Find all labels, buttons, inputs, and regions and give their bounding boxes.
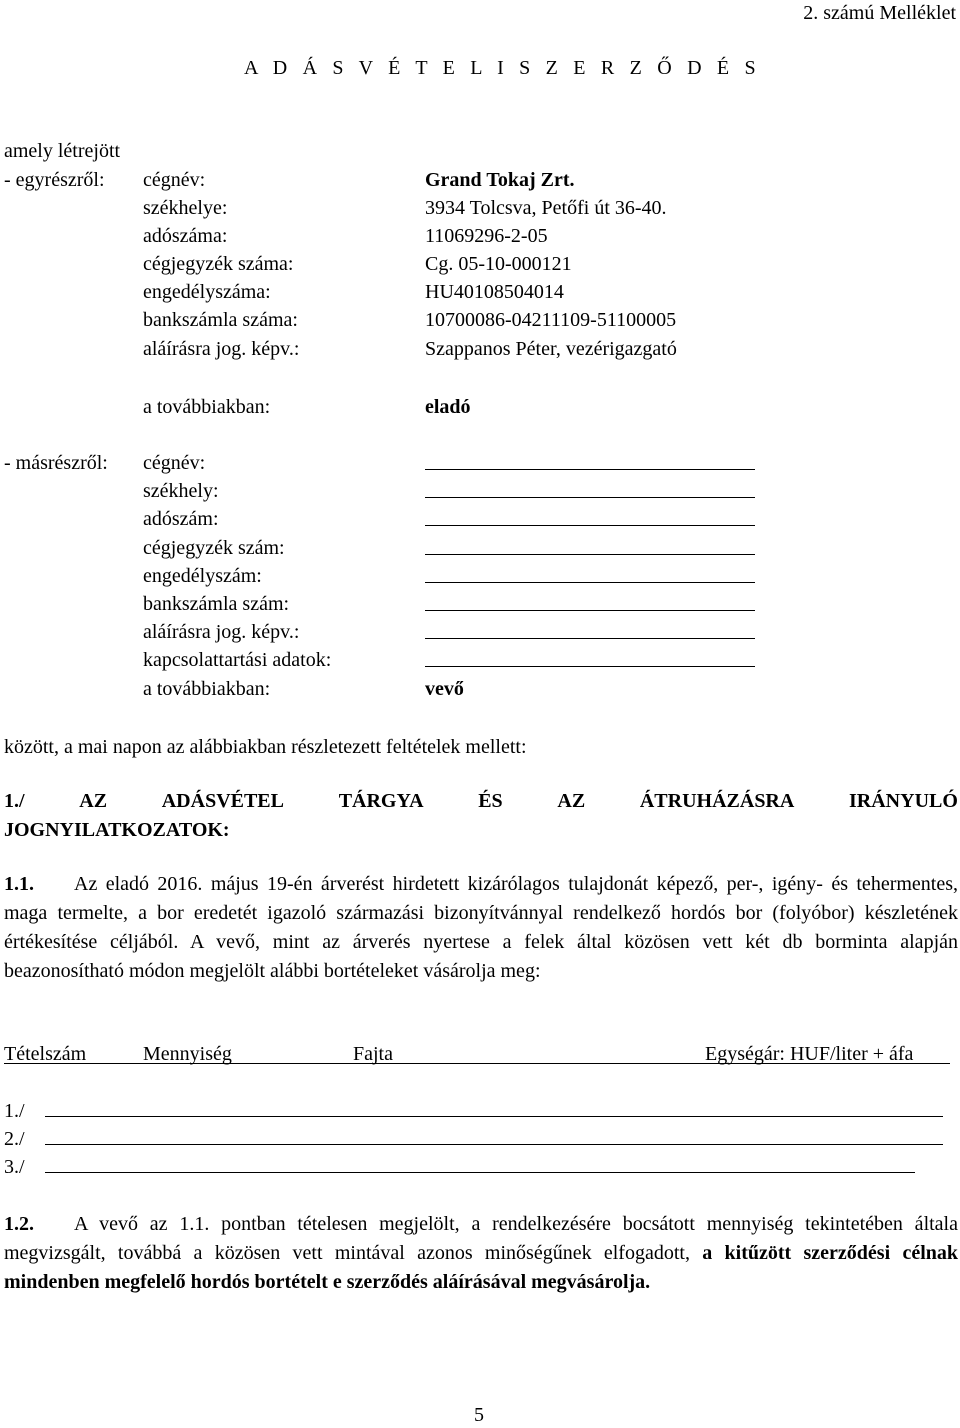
between-text: között, a mai napon az alábbiakban részletezett feltételek mellett:: [4, 736, 527, 758]
clause-1-1: [4, 870, 958, 986]
table-row-line: [45, 1144, 943, 1145]
buyer-field-label: engedélyszám:: [143, 565, 262, 587]
section-title-word: IRÁNYULÓ: [849, 790, 958, 812]
section-title-word: AZ: [557, 790, 586, 812]
buyer-side-label: - másrészről:: [4, 452, 108, 474]
page-number: 5: [474, 1404, 484, 1426]
section-number: 1./: [4, 790, 25, 812]
seller-hereafter-label: a továbbiakban:: [143, 396, 271, 418]
table-header-variety: Fajta: [353, 1043, 393, 1065]
buyer-blank-line: [425, 554, 755, 555]
seller-field-value: Cg. 05-10-000121: [425, 253, 572, 275]
table-header-unit-price: Egységár: HUF/liter + áfa: [705, 1043, 914, 1065]
seller-field-label: bankszámla száma:: [143, 309, 298, 331]
buyer-field-label: székhely:: [143, 480, 219, 502]
buyer-field-label: adószám:: [143, 508, 219, 530]
seller-field-value: 10700086-04211109-51100005: [425, 309, 677, 331]
seller-field-label: adószáma:: [143, 225, 228, 247]
buyer-role: vevő: [425, 678, 464, 700]
table-row-number: 2./: [4, 1128, 25, 1150]
buyer-blank-line: [425, 582, 755, 583]
buyer-blank-line: [425, 638, 755, 639]
buyer-blank-line: [425, 497, 755, 498]
intro-text: amely létrejött: [4, 140, 121, 162]
seller-side-label: - egyrészről:: [4, 169, 105, 191]
section-1-title-line2: JOGNYILATKOZATOK:: [4, 819, 230, 841]
annex-label: 2. számú Melléklet: [803, 2, 956, 24]
section-title-word: ÉS: [478, 790, 503, 812]
buyer-field-label: kapcsolattartási adatok:: [143, 649, 332, 671]
table-header-underline: [4, 1063, 950, 1064]
clause-number: 1.2.: [4, 1213, 34, 1235]
buyer-blank-line: [425, 666, 755, 667]
seller-field-label: cégnév:: [143, 169, 206, 191]
seller-company-name: Grand Tokaj Zrt.: [425, 169, 575, 191]
table-row-number: 3./: [4, 1156, 25, 1178]
buyer-field-label: cégjegyzék szám:: [143, 537, 285, 559]
section-title-word: AZ: [79, 790, 108, 812]
clause-text: A vevő az 1.1. pontban tételesen megjelölt, a rendelkezésére bocsátott mennyiség tekintetében általa megvizsgált, továbbá a közösen vett mintával azonos minőségűnek elfogadott,: [4, 1213, 958, 1264]
seller-role: eladó: [425, 396, 471, 418]
seller-field-value: 3934 Tolcsva, Petőfi út 36-40.: [425, 197, 667, 219]
buyer-hereafter-label: a továbbiakban:: [143, 678, 271, 700]
section-title-word: ADÁSVÉTEL: [161, 790, 284, 812]
table-row-number: 1./: [4, 1100, 25, 1122]
document-title: A D Á S V É T E L I S Z E R Z Ő D É S: [244, 57, 761, 79]
table-row-line: [45, 1116, 943, 1117]
buyer-blank-line: [425, 610, 755, 611]
clause-text-emphasis: a kitűzött szerződési célnak mindenben megfelelő hordós bortételt e szerződés aláírásával megvásárolja.: [4, 1242, 958, 1293]
section-title-word: ÁTRUHÁZÁSRA: [639, 790, 795, 812]
clause-text: Az eladó 2016. május 19-én árverést hirdetett kizárólagos tulajdonát képező, per-, igény- és tehermentes, maga termelte, a bor eredetét igazoló származási bizonyítvánnyal rendelkező hordós bor (folyóbor) készletének értékesítése céljából. A vevő, mint az árverés nyertese a felek által közösen vett két db borminta alapján beazonosítható módon megjelölt alábbi bortételeket vásárolja meg:: [4, 873, 958, 982]
clause-1-2: [4, 1210, 958, 1297]
buyer-field-label: aláírásra jog. képv.:: [143, 621, 300, 643]
buyer-field-label: bankszámla szám:: [143, 593, 290, 615]
buyer-blank-line: [425, 525, 755, 526]
seller-field-value: HU40108504014: [425, 281, 564, 303]
seller-field-label: cégjegyzék száma:: [143, 253, 294, 275]
seller-field-value: 11069296-2-05: [425, 225, 548, 247]
seller-field-label: székhelye:: [143, 197, 228, 219]
section-title-word: TÁRGYA: [338, 790, 424, 812]
clause-number: 1.1.: [4, 873, 34, 895]
buyer-field-label: cégnév:: [143, 452, 206, 474]
seller-field-label: engedélyszáma:: [143, 281, 271, 303]
seller-field-label: aláírásra jog. képv.:: [143, 338, 300, 360]
table-row-line: [45, 1172, 915, 1173]
section-1-title: [4, 788, 958, 814]
buyer-blank-line: [425, 469, 755, 470]
table-header-lot: Tételszám: [4, 1043, 87, 1065]
seller-field-value: Szappanos Péter, vezérigazgató: [425, 338, 677, 360]
table-header-quantity: Mennyiség: [143, 1043, 232, 1065]
